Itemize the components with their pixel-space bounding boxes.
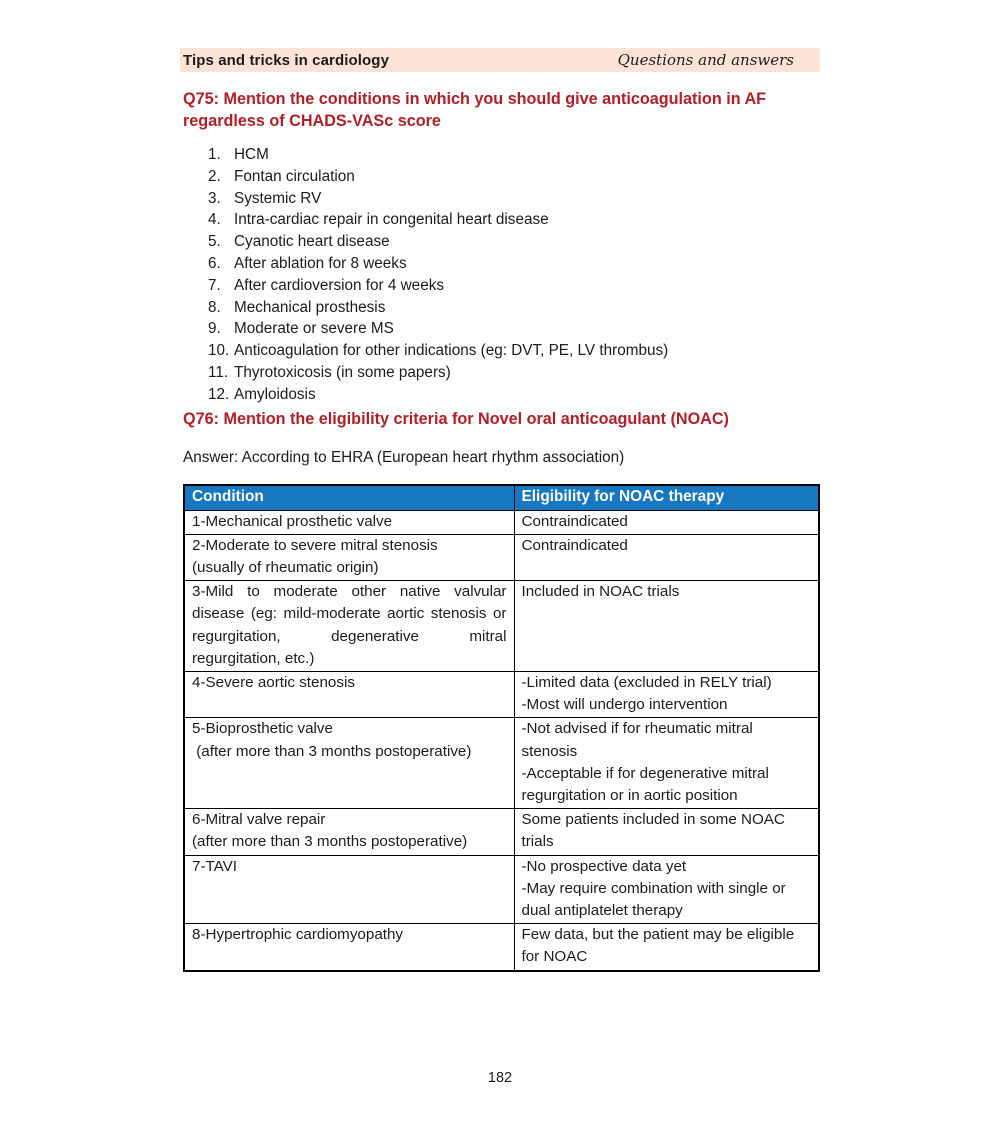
list-item-text: After ablation for 8 weeks — [234, 254, 407, 272]
q75-list — [208, 144, 818, 406]
cell-line: -No prospective data yet — [521, 857, 687, 875]
cell-line: (after more than 3 months postoperative) — [192, 742, 472, 760]
section-title: Questions and answers — [617, 51, 794, 69]
q75-list-item — [208, 340, 818, 362]
book-title: Tips and tricks in cardiology — [183, 51, 390, 69]
list-item-text: HCM — [234, 146, 269, 163]
table-row — [184, 581, 819, 672]
q75-list-item — [208, 384, 818, 406]
list-item-text: After cardioversion for 4 weeks — [234, 276, 444, 294]
page-header-band — [180, 48, 820, 72]
list-item-text: Systemic RV — [234, 189, 322, 207]
list-item-number: 9. — [208, 320, 221, 338]
list-item-number: 12. — [208, 385, 230, 403]
noac-eligibility-table — [183, 484, 820, 972]
condition-cell — [184, 809, 514, 855]
list-item-text: Thyrotoxicosis (in some papers) — [234, 363, 451, 381]
eligibility-cell — [514, 671, 819, 717]
cell-line: Few data, but the patient may be eligible for NOAC — [521, 926, 799, 966]
list-item-text: Amyloidosis — [234, 385, 316, 403]
list-item-number: 10. — [208, 342, 230, 360]
eligibility-cell — [514, 510, 819, 534]
list-item-number: 5. — [208, 233, 221, 251]
table-header-condition: Condition — [184, 485, 514, 511]
table-header-eligibility: Eligibility for NOAC therapy — [514, 485, 819, 511]
q75-list-item — [208, 253, 818, 275]
cell-line: (usually of rheumatic origin) — [192, 558, 379, 576]
list-item-number: 2. — [208, 167, 221, 185]
condition-cell — [184, 924, 514, 971]
cell-line: -May require combination with single or dual antiplatelet therapy — [521, 879, 790, 920]
eligibility-cell — [514, 809, 819, 855]
table-body — [184, 510, 819, 971]
q75-list-item — [208, 231, 818, 253]
list-item-number: 11. — [208, 363, 229, 381]
condition-cell — [184, 671, 514, 717]
q75-list-item — [208, 318, 818, 340]
cell-line: Included in NOAC trials — [521, 583, 680, 601]
list-item-text: Anticoagulation for other indications (eg: DVT, PE, LV thrombus) — [234, 342, 669, 360]
cell-line: -Most will undergo intervention — [521, 696, 728, 714]
condition-cell — [184, 534, 514, 580]
cell-line: -Acceptable if for degenerative mitral regurgitation or in aortic position — [521, 764, 774, 804]
q76-heading: Q76: Mention the eligibility criteria for Novel oral anticoagulant (NOAC) — [183, 409, 729, 428]
table-row — [184, 924, 819, 971]
cell-line: 4-Severe aortic stenosis — [192, 673, 355, 691]
list-item-text: Cyanotic heart disease — [234, 233, 390, 251]
q75-list-item — [208, 166, 818, 188]
q75-list-item — [208, 297, 818, 319]
q76-answer: Answer: According to EHRA (European heart rhythm association) — [183, 448, 625, 466]
list-item-number: 8. — [208, 298, 221, 316]
list-item-number: 6. — [208, 254, 221, 272]
table-row — [184, 718, 819, 809]
list-item-number: 4. — [208, 211, 221, 229]
table-row — [184, 855, 819, 924]
condition-cell — [184, 718, 514, 809]
cell-line: Some patients included in some NOAC trials — [521, 811, 790, 851]
table-row — [184, 671, 819, 717]
condition-cell — [184, 510, 514, 534]
table-row — [184, 809, 819, 855]
cell-line: -Not advised if for rheumatic mitral stenosis — [521, 720, 757, 760]
cell-line: -Limited data (excluded in RELY trial) — [521, 673, 772, 691]
list-item-text: Fontan circulation — [234, 167, 355, 185]
q75-list-item — [208, 362, 818, 384]
table-row — [184, 534, 819, 580]
q75-list-item — [208, 188, 818, 210]
eligibility-cell — [514, 534, 819, 580]
q75-heading: Q75: Mention the conditions in which you should give anticoagulation in AF regardless of CHADS-VASc score — [183, 90, 767, 130]
table-header-row — [184, 485, 819, 511]
list-item-text: Moderate or severe MS — [234, 320, 394, 338]
cell-line: 7-TAVI — [192, 857, 238, 875]
q75-list-item — [208, 209, 818, 231]
list-item-number: 3. — [208, 189, 221, 207]
cell-line: 8-Hypertrophic cardiomyopathy — [192, 926, 404, 944]
page-content — [183, 80, 818, 972]
condition-cell — [184, 581, 514, 672]
cell-line: Contraindicated — [521, 536, 628, 554]
list-item-number: 1. — [208, 146, 221, 163]
cell-line: 1-Mechanical prosthetic valve — [192, 512, 393, 530]
list-item-text: Mechanical prosthesis — [234, 298, 386, 316]
cell-line: 5-Bioprosthetic valve — [192, 720, 333, 738]
page-number: 182 — [487, 1070, 513, 1086]
q75-list-item — [208, 144, 818, 166]
condition-cell — [184, 855, 514, 924]
eligibility-cell — [514, 855, 819, 924]
cell-line: 3-Mild to moderate other native valvular disease (eg: mild-moderate aortic stenosis or regurgitation, degenerative mitral regurgitation, etc.) — [192, 583, 511, 667]
cell-line: 6-Mitral valve repair — [192, 811, 326, 829]
table-row — [184, 510, 819, 534]
cell-line: (after more than 3 months postoperative) — [192, 833, 468, 851]
eligibility-cell — [514, 718, 819, 809]
cell-line: Contraindicated — [521, 512, 628, 530]
list-item-text: Intra-cardiac repair in congenital heart disease — [234, 211, 549, 229]
cell-line: 2-Moderate to severe mitral stenosis — [192, 536, 438, 554]
list-item-number: 7. — [208, 276, 221, 294]
eligibility-cell — [514, 924, 819, 971]
q75-list-item — [208, 275, 818, 297]
eligibility-cell — [514, 581, 819, 672]
